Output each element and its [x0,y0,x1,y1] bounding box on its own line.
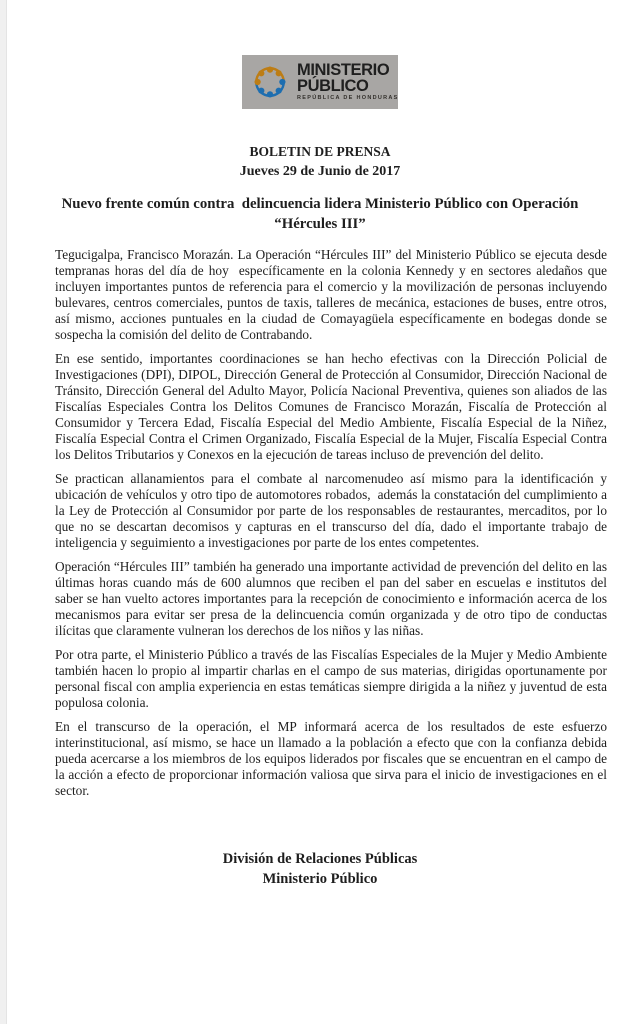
logo-name-line1: MINISTERIO [297,61,390,80]
press-paragraph: En el transcurso de la operación, el MP informará acerca de los resultados de este esfuerzo interinstitucional, así mismo, se hace un llamado a la población a efecto que con la confianza debida pueda acercarse a los miembros de los equipos liderados por fiscales que se encuentran en el campo de la acción a efecto de proporcionar información valiosa que sirva para el inicio de investigaciones en el sector. [55,719,611,798]
ministerio-publico-logo [242,55,398,109]
press-paragraph: Por otra parte, el Ministerio Público a través de las Fiscalías Especiales de la Mujer y Medio Ambiente también hacen lo propio al impartir charlas en el campo de sus materias, dirigidas oportunamente por personal fiscal con amplia experiencia en estas temáticas siempre dirigida a la niñez y juventud de esta populosa colonia. [55,647,611,710]
press-paragraph: Se practican allanamientos para el combate al narcomenudeo así mismo para la identificación y ubicación de vehículos y otro tipo de automotores robados, además la constatación del cumplimiento a la Ley de Protección al Consumidor por parte de los responsables de restaurantes, mercaditos, por lo que no se descartan decomisos y capturas en el transcurso del día, dado el importante trabajo de inteligencia y seguimiento a investigaciones por parte de los entes competentes. [55,471,611,550]
signature-division: División de Relaciones Públicas [222,851,418,867]
bulletin-date: Jueves 29 de Junio de 2017 [239,164,401,179]
page-left-edge [0,0,7,1024]
press-release-body [55,247,611,799]
bulletin-title: BOLETIN DE PRENSA [249,144,391,159]
signature-ministry: Ministerio Público [262,871,378,887]
signature-block [0,849,640,889]
press-paragraph: Operación “Hércules III” también ha generado una importante actividad de prevención del delito en las últimas horas cuando más de 600 alumnos que reciben el pan del saber en escuelas e institutos del saber se han vuelto actores importantes para la recepción de conocimiento e información acerca de los mecanismos para evitar ser presa de la delincuencia común organizada y de otro tipo de conductas ilícitas que claramente vulneran los derechos de los niños y las niñas. [55,559,611,638]
press-headline: Nuevo frente común contra delincuencia lidera Ministerio Público con Operación “Hércules III” [61,196,583,232]
press-paragraph: En ese sentido, importantes coordinaciones se han hecho efectivas con la Dirección Policial de Investigaciones (DPI), DIPOL, Dirección General de Protección al Consumidor, Dirección Nacional de Tránsito, Dirección General del Adulto Mayor, Policía Nacional Preventiva, quienes son aliados de las Fiscalías Especiales Contra los Delitos Comunes de Francisco Morazán, Fiscalía de Protección al Consumidor y Tercera Edad, Fiscalía Especial del Medio Ambiente, Fiscalía Especial de la Niñez, Fiscalía Especial Contra el Crimen Organizado, Fiscalía Especial de la Mujer, Fiscalía Especial Contra los Delitos Tributarios y Conexos en la ejecución de tareas incluso de prevención del delito. [55,351,611,462]
people-circle-emblem-icon [248,60,292,104]
logo-text [297,62,399,102]
press-paragraph: Tegucigalpa, Francisco Morazán. La Operación “Hércules III” del Ministerio Público se ejecuta desde tempranas horas del día de hoy específicamente en la colonia Kennedy y en sectores aledaños que incluyen importantes puntos de referencia para el comercio y la movilización de personas incluyendo bulevares, centros comerciales, puntos de taxis, talleres de mecánica, estaciones de buses, entre otros, así mismo, acciones puntuales en la ciudad de Comayagüela específicamente en bodegas donde se sospecha la comisión del delito de Contrabando. [55,247,611,342]
logo-name-line2: PÚBLICO [297,77,369,96]
logo-subtitle: REPÚBLICA DE HONDURAS [297,95,399,102]
